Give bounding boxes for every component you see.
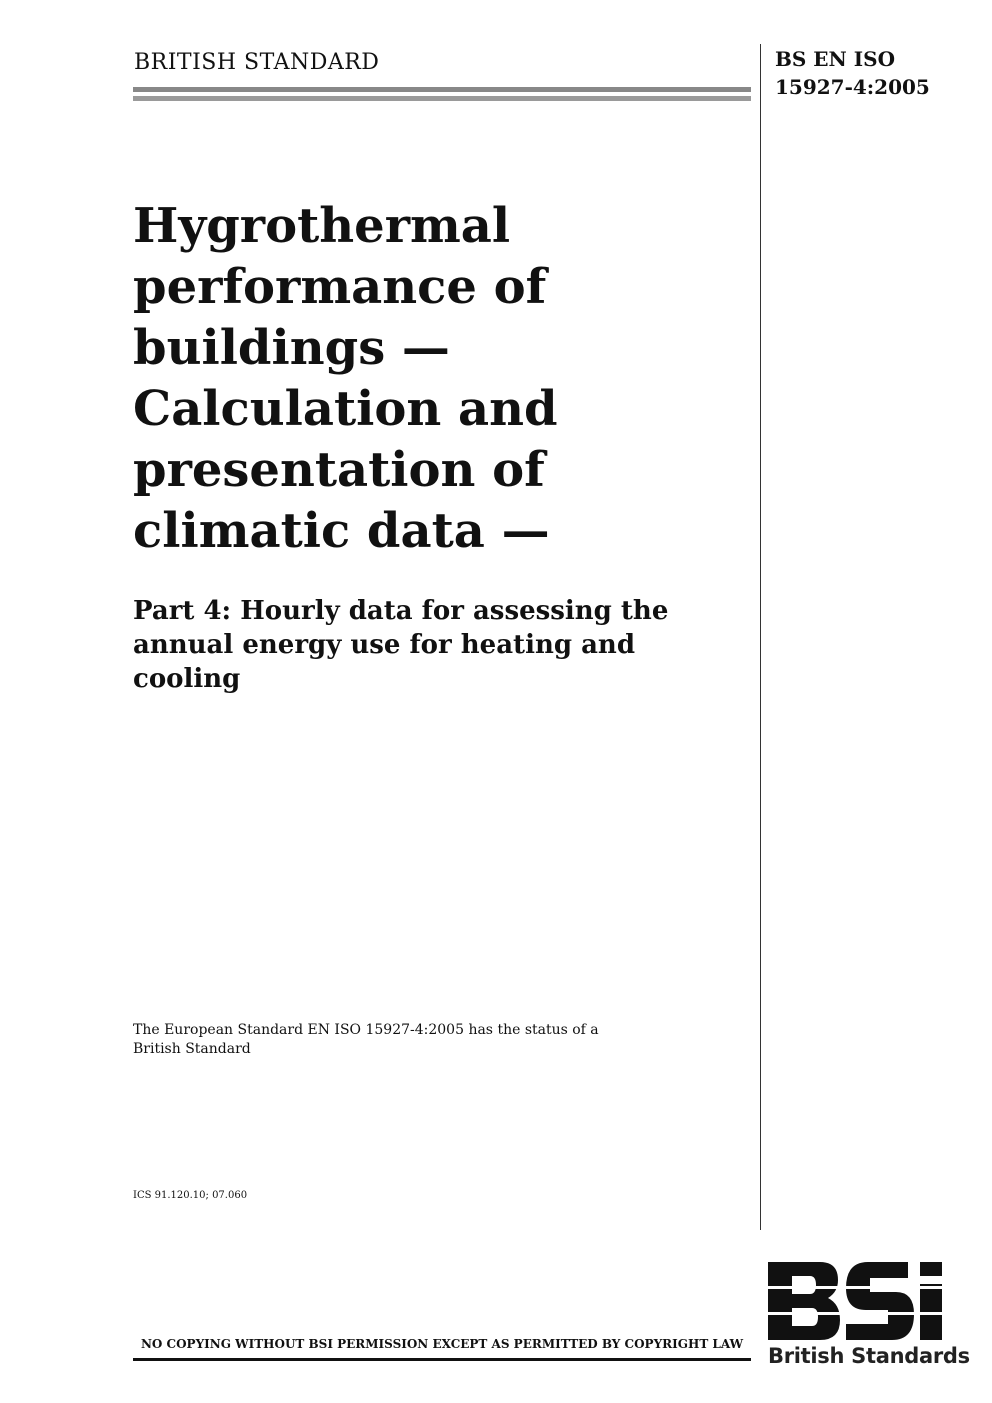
bsi-logo-mark	[768, 1262, 946, 1344]
title-line: presentation of	[133, 442, 545, 498]
bsi-logo-caption: British Standards	[768, 1344, 970, 1368]
status-note-line: The European Standard EN ISO 15927-4:2005 has the status of a	[133, 1022, 599, 1038]
status-note-line: British Standard	[133, 1041, 251, 1057]
title-line: Calculation and	[133, 381, 558, 437]
status-note	[133, 1021, 599, 1059]
standard-number-line2: 15927-4:2005	[775, 75, 930, 99]
title-line: climatic data —	[133, 503, 550, 559]
document-category: BRITISH STANDARD	[134, 50, 380, 75]
document-subtitle	[133, 594, 743, 696]
footer-rule	[133, 1358, 751, 1361]
subtitle-line: annual energy use for heating and	[133, 630, 636, 660]
header-rule-thin	[133, 96, 751, 101]
copyright-notice: NO COPYING WITHOUT BSI PERMISSION EXCEPT AS PERMITTED BY COPYRIGHT LAW	[140, 1337, 744, 1351]
header-rule-thick	[133, 87, 751, 92]
document-title	[133, 196, 733, 562]
standard-number-line1: BS EN ISO	[775, 47, 896, 71]
title-line: Hygrothermal	[133, 198, 511, 254]
standard-number	[775, 45, 930, 101]
ics-code: ICS 91.120.10; 07.060	[133, 1190, 248, 1201]
title-line: performance of	[133, 259, 547, 315]
subtitle-line: Part 4: Hourly data for assessing the	[133, 596, 669, 626]
title-line: buildings —	[133, 320, 450, 376]
subtitle-line: cooling	[133, 664, 241, 694]
vertical-divider	[760, 44, 761, 1230]
